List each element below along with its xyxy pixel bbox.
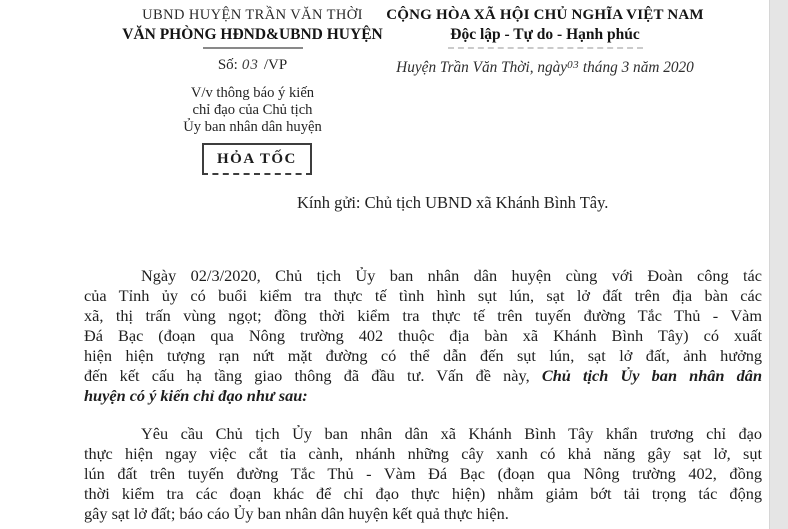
place-date-suffix: tháng 3 năm 2020: [579, 59, 694, 76]
subject-line-1: V/v thông báo ý kiến: [190, 85, 315, 101]
p1-line-6-normal: đến kết cấu hạ tầng giao thông đã đầu tư. Vấn đề này,: [84, 366, 542, 385]
document-number-line: [110, 57, 395, 74]
agency-office-name: VĂN PHÒNG HĐND&UBND HUYỆN: [122, 26, 383, 43]
subject-block: [110, 85, 395, 135]
p2-line-1: Yêu cầu Chủ tịch Ủy ban nhân dân xã Khánh Bình Tây khẩn trương chỉ đạo: [141, 424, 762, 443]
document-number-handwritten: 03: [241, 57, 259, 73]
place-date-prefix: Huyện Trần Văn Thời, ngày: [396, 59, 568, 76]
p2-line-2: thực hiện ngay việc cắt tỉa cành, nhánh những cây xanh có khả năng gây sạt lở, sụt: [84, 444, 762, 463]
p2-line-3: lún đất trên tuyến đường Tắc Thủ - Vàm Đá Bạc (đoạn qua Nông trường 402, đồng: [84, 464, 762, 483]
motto-underline: [448, 47, 643, 49]
national-title: CỘNG HÒA XÃ HỘI CHỦ NGHĨA VIỆT NAM: [386, 7, 704, 23]
p1-line-6-emphasis: Chủ tịch Ủy ban nhân dân: [541, 366, 762, 385]
agency-underline: [203, 47, 303, 49]
issuing-agency-block: [110, 6, 395, 49]
p1-line-3: xã, thị trấn vùng ngọt; đồng thời kiểm tra thực tế trên tuyến đường Tắc Thủ - Vàm: [84, 306, 762, 325]
p1-line-6: [84, 366, 762, 386]
national-header-block: [378, 6, 712, 49]
p1-line-7-emphasis: huyện có ý kiến chỉ đạo như sau:: [84, 386, 308, 405]
date-day-handwritten: 03: [567, 59, 580, 71]
place-date-line: [378, 59, 712, 77]
urgency-stamp-label: HỎA TỐC: [217, 151, 297, 167]
p2-line-5: gây sạt lở đất; báo cáo Ủy ban nhân dân huyện kết quả thực hiện.: [84, 504, 509, 523]
document-number-label: Số:: [217, 57, 238, 73]
subject-line-3: Ủy ban nhân dân huyện: [183, 118, 322, 135]
p1-line-4: Đá Bạc (đoạn qua Nông trường 402 thuộc địa bàn xã Khánh Bình Tây) có xuất: [84, 326, 762, 345]
scrollbar-track[interactable]: [769, 0, 788, 529]
p1-line-2: của Tỉnh ủy có buổi kiểm tra thực tế tình hình sụt lún, sạt lở đất trên địa bàn các: [84, 286, 762, 305]
document-number-suffix: /VP: [263, 57, 288, 73]
paragraph-1: [84, 266, 762, 406]
p2-line-4: thời kiểm tra các đoạn khác để chỉ đạo thực hiện) nhằm giảm bớt tải trọng tác động: [84, 484, 762, 503]
national-motto: Độc lập - Tự do - Hạnh phúc: [450, 26, 640, 43]
subject-line-2: chỉ đạo của Chủ tịch: [192, 101, 313, 118]
recipient-line: Kính gửi: Chủ tịch UBND xã Khánh Bình Tây.: [297, 193, 609, 212]
urgency-stamp: [202, 143, 312, 175]
p1-line-5: hiện hiện tượng rạn nứt mặt đường có thể dẫn đến sụt lún, sạt lở đất, ảnh hưởng: [84, 346, 762, 365]
agency-parent-name: UBND HUYỆN TRẦN VĂN THỜI: [142, 7, 363, 23]
p1-line-1: Ngày 02/3/2020, Chủ tịch Ủy ban nhân dân huyện cùng với Đoàn công tác: [141, 266, 762, 285]
paragraph-2: [84, 424, 762, 524]
